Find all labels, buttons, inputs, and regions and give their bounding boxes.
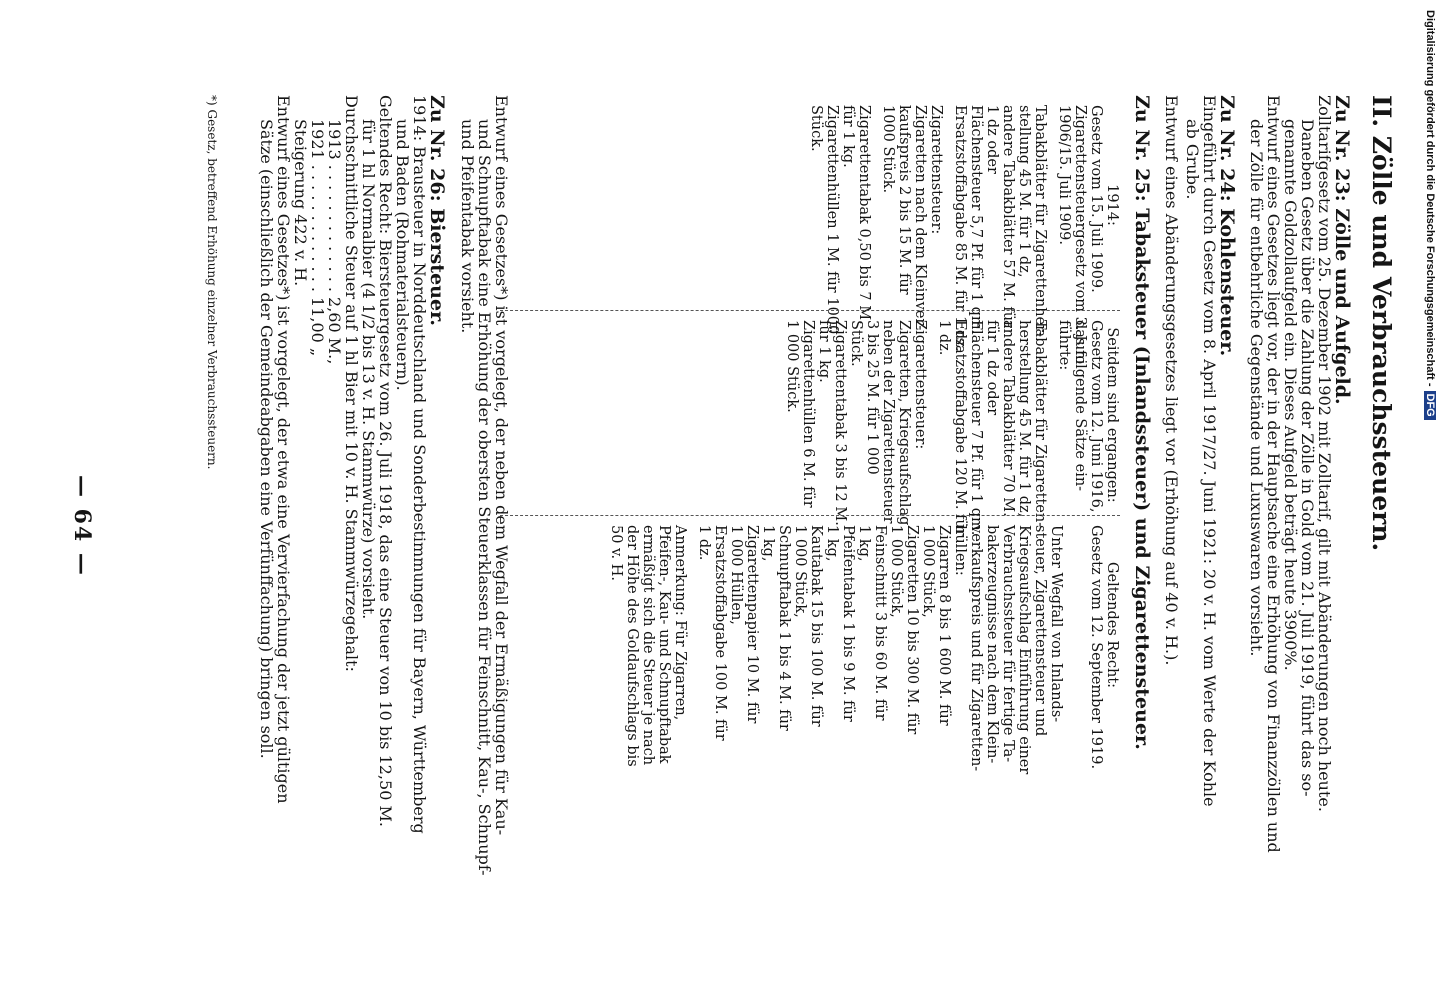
column-line: Gesetz vom 15. Juli 1909. — [1088, 105, 1104, 293]
column-line: verkaufspreis und für Zigaretten- — [968, 525, 984, 772]
column-line: Ersatzstoffabgabe 100 M. für — [712, 525, 728, 741]
column-line: das folgende Sätze ein- — [1072, 320, 1088, 492]
footnote-text: *) Gesetz, betreffend Erhöhung einzelner Verbrauchssteuern. — [205, 95, 219, 470]
column-title: 1914: — [1104, 184, 1120, 226]
column-line: 1 000 Stück, — [920, 525, 936, 618]
column-line: Flächensteuer 7 Pf. für 1 qm. — [968, 320, 984, 536]
scanned-page — [69, 95, 1396, 885]
column-line: Zigarettenhüllen 6 M. für — [800, 320, 816, 508]
nr24-block — [1162, 95, 1238, 807]
column-line: Gesetz vom 12. September 1919. — [1088, 525, 1104, 770]
column-line: Tabakblätter für Zigaretten- — [1032, 320, 1048, 528]
column-line: Tabakblätter für Zigarettenher- — [1032, 105, 1048, 337]
column-line: 1 000 Stück, — [792, 525, 808, 618]
dfg-logo: DFG — [1424, 391, 1436, 420]
column-lines — [608, 525, 1104, 775]
column-line: Zigarettenhüllen 1 M. für 1000 — [824, 105, 840, 335]
column-line: Schnupftabak 1 bis 4 M. für — [776, 525, 792, 731]
nr25-block — [1131, 95, 1153, 750]
nr24-line: ab Grube. — [1183, 119, 1202, 200]
nr25-after-line: und Schnupftabak eine Erhöhung der obersten Steuerklassen für Feinschnitt, Kau-, Schnupf- — [475, 119, 494, 876]
column-divider — [500, 310, 1120, 311]
column-line — [1048, 320, 1056, 510]
nr26-line: Durchschnittliche Steuer auf 1 hl Bier mit 10 v. H. Stammwürzegehalt: — [342, 95, 361, 672]
column-line: bakerzeugnisse nach dem Klein- — [984, 525, 1000, 764]
nr24-line: Eingeführt durch Gesetz vom 8. April 1917/27. Juni 1921: 20 v. H. vom Werte der Kohle — [1200, 95, 1219, 807]
column-line: andere Tabakblätter 70 M. — [1000, 320, 1016, 517]
nr26-block — [257, 95, 448, 834]
column-line: 3 bis 25 M. für 1 000 — [864, 320, 880, 475]
nr26-line: Geltendes Recht: Biersteuergesetz vom 26. Juli 1918, das eine Steuer von 10 bis 12,50 M. — [376, 95, 395, 827]
column-line: Kautabak 15 bis 100 M. für — [808, 525, 824, 727]
nr24-heading: Zu Nr. 24: Kohlensteuer. — [1216, 95, 1238, 357]
column-line: 1 kg, — [824, 525, 840, 562]
column-line: für 1 kg. — [840, 105, 856, 168]
column-line: Unter Wegfall von Inlands- — [1048, 525, 1064, 723]
column-line: Anmerkung: Für Zigarren, — [672, 525, 688, 721]
column-line: andere Tabakblätter 57 M. für — [1000, 105, 1016, 328]
column-line: neben der Zigarettensteuer — [880, 320, 896, 524]
column-line: Zigarettentabak 3 bis 12 M. — [832, 320, 848, 526]
nr26-heading: Zu Nr. 26: Biersteuer. — [426, 95, 448, 326]
column-line: Ersatzstoffabgabe 120 M. für — [952, 320, 968, 536]
column-line — [1064, 525, 1072, 725]
nr25-after — [459, 95, 510, 876]
column-line: Zigarettensteuergesetz vom 3. Juni — [1072, 105, 1088, 365]
column-line: 1 000 Stück. — [784, 320, 800, 413]
nr26-line: Sätze (einschließlich der Gemeindeabgaben eine Verfünffachung) bringen soll. — [257, 119, 276, 759]
column-line: 1000 Stück. — [880, 105, 896, 194]
column-line: Zigarettentabak 0,50 bis 7 M. — [856, 105, 872, 325]
column-line: 1 000 Stück, — [888, 525, 904, 618]
nr26-line: Steigerung 422 v. H. — [291, 119, 310, 287]
column-line: 1 dz. — [696, 525, 712, 561]
nr26-line: 1914: Brausteuer in Norddeutschland und Sonderbestimmungen für Bayern, Württemberg — [410, 95, 429, 834]
column-line: ermäßigt sich die Steuer je nach — [640, 525, 656, 766]
nr23-line: genannte Goldzollaufgeld ein. Dieses Aufgeld beträgt heute 3900%. — [1281, 119, 1300, 671]
column-line — [872, 105, 880, 305]
column-line: Ersatzstoffabgabe 85 M. für 1 dz. — [952, 105, 968, 352]
nr25-after-line: und Pfeifentabak vorsieht. — [458, 119, 477, 334]
column-line: Flächensteuer 5,7 Pf. für 1 qm. — [968, 105, 984, 335]
column-line: Zigaretten nach dem Kleinver- — [912, 105, 928, 331]
nr26-line: 1921 . . . . . . . . . . . . . 11,00 „ — [308, 119, 327, 357]
column-line: Stück. — [848, 320, 864, 367]
column-line: 1906/15. Juli 1909. — [1056, 105, 1072, 246]
nr26-line: für 1 hl Normalbier (4 1/2 bis 13 v. H. Stammwürze) vorsieht. — [359, 119, 378, 620]
column-line — [1048, 105, 1056, 305]
section-title-wrap — [1367, 95, 1396, 552]
column-line: 1 dz. — [936, 320, 952, 356]
nr25-after-line: Entwurf eines Gesetzes*) ist vorgelegt, der neben dem Wegfall der Ermäßigungen für Kau- — [492, 95, 511, 836]
column-line: stellung 45 M. für 1 dz, — [1016, 105, 1032, 278]
column-line: Feinschnitt 3 bis 60 M. für — [872, 525, 888, 721]
column-line: hüllen: — [952, 525, 968, 576]
column-lines — [784, 320, 1104, 536]
column-line: Gesetz vom 12. Juni 1916, — [1088, 320, 1104, 513]
nr23-heading: Zu Nr. 23: Zölle und Aufgeld. — [1331, 95, 1353, 405]
column-divider — [500, 515, 1120, 516]
nr26-line: 1913 . . . . . . . . . . . . . 2,60 M., — [325, 119, 344, 365]
column-line: für 1 dz oder — [984, 320, 1000, 416]
column-line: steuer, Zigarettensteuer und — [1032, 525, 1048, 737]
column-line: Pfeifen-, Kau- und Schnupftabak — [656, 525, 672, 764]
column-line — [1080, 525, 1088, 725]
column-line: führte: — [1056, 320, 1072, 371]
column-line: 50 v. H. — [608, 525, 624, 582]
column-line: Zigarren 8 bis 1 600 M. für — [936, 525, 952, 726]
column-line: Pfeifentabak 1 bis 9 M. für — [840, 525, 856, 722]
column-geltendes-recht — [608, 525, 1120, 775]
nr26-line: und Baden (Rohmaterialsteuern). — [393, 119, 412, 391]
column-line: herstellung 45 M. für 1 dz, — [1016, 320, 1032, 518]
nr23-line: Zolltarifgesetz vom 25. Dezember 1902 mit Zolltarif, gilt mit Abänderungen noch heute. — [1315, 95, 1334, 812]
column-line — [1072, 525, 1080, 725]
column-line: Kriegsaufschlag Einführung einer — [1016, 525, 1032, 775]
nr23-line: der Zölle für entbehrliche Gegenstände und Luxuswaren vorsieht. — [1247, 119, 1266, 657]
column-line: Verbrauchssteuer für fertige Ta- — [1000, 525, 1016, 763]
dfg-attribution — [1424, 10, 1436, 420]
nr24-line: Entwurf eines Abänderungsgesetzes liegt vor (Erhöhung auf 40 v. H.). — [1162, 95, 1181, 666]
page-number: — 64 — — [69, 475, 95, 577]
column-line: der Höhe des Goldaufschlags bis — [624, 525, 640, 767]
column-line: Zigarettensteuer: — [928, 105, 944, 235]
column-line — [944, 105, 952, 305]
column-line: kaufspreis 2 bis 15 M. für — [896, 105, 912, 295]
column-line: Stück. — [808, 105, 824, 152]
column-title: Geltendes Recht: — [1104, 561, 1120, 689]
column-line — [928, 320, 936, 510]
column-line: 1 kg, — [760, 525, 776, 562]
nr26-line: Entwurf eines Gesetzes*) ist vorgelegt, der etwa eine Vervierfachung der jetzt gültigen — [274, 95, 293, 804]
column-line: Zigarettenpapier 10 M. für — [744, 525, 760, 724]
column-line: 1 kg, — [856, 525, 872, 562]
column-line: für 1 kg. — [816, 320, 832, 383]
nr23-block — [1247, 95, 1353, 853]
column-line: Zigaretten, Kriegsaufschlag — [896, 320, 912, 526]
nr23-line: Daneben Gesetz über die Zahlung der Zölle in Gold vom 21. Juli 1919, führt das so- — [1298, 119, 1317, 797]
footnote — [203, 95, 220, 469]
column-line: 1 000 Hüllen, — [728, 525, 744, 625]
section-title: II. Zölle und Verbrauchssteuern. — [1367, 95, 1396, 552]
column-line: 1 dz oder — [984, 105, 1000, 174]
column-seitdem — [784, 320, 1120, 536]
column-title: Seitdem sind ergangen: — [1104, 327, 1120, 503]
column-line: Zigarettensteuer: — [912, 320, 928, 450]
attribution-text: Digitalisierung gefördert durch die Deutsche Forschungsgemeinschaft - — [1424, 10, 1436, 387]
column-line: Zigaretten 10 bis 300 M. für — [904, 525, 920, 735]
nr23-line: Entwurf eines Gesetzes liegt vor, der in der Hauptsache eine Erhöhung von Finanzzöllen und — [1264, 95, 1283, 853]
nr25-heading: Zu Nr. 25: Tabaksteuer (Inlandssteuer) und Zigarettensteuer. — [1131, 95, 1153, 750]
column-line — [688, 525, 696, 725]
